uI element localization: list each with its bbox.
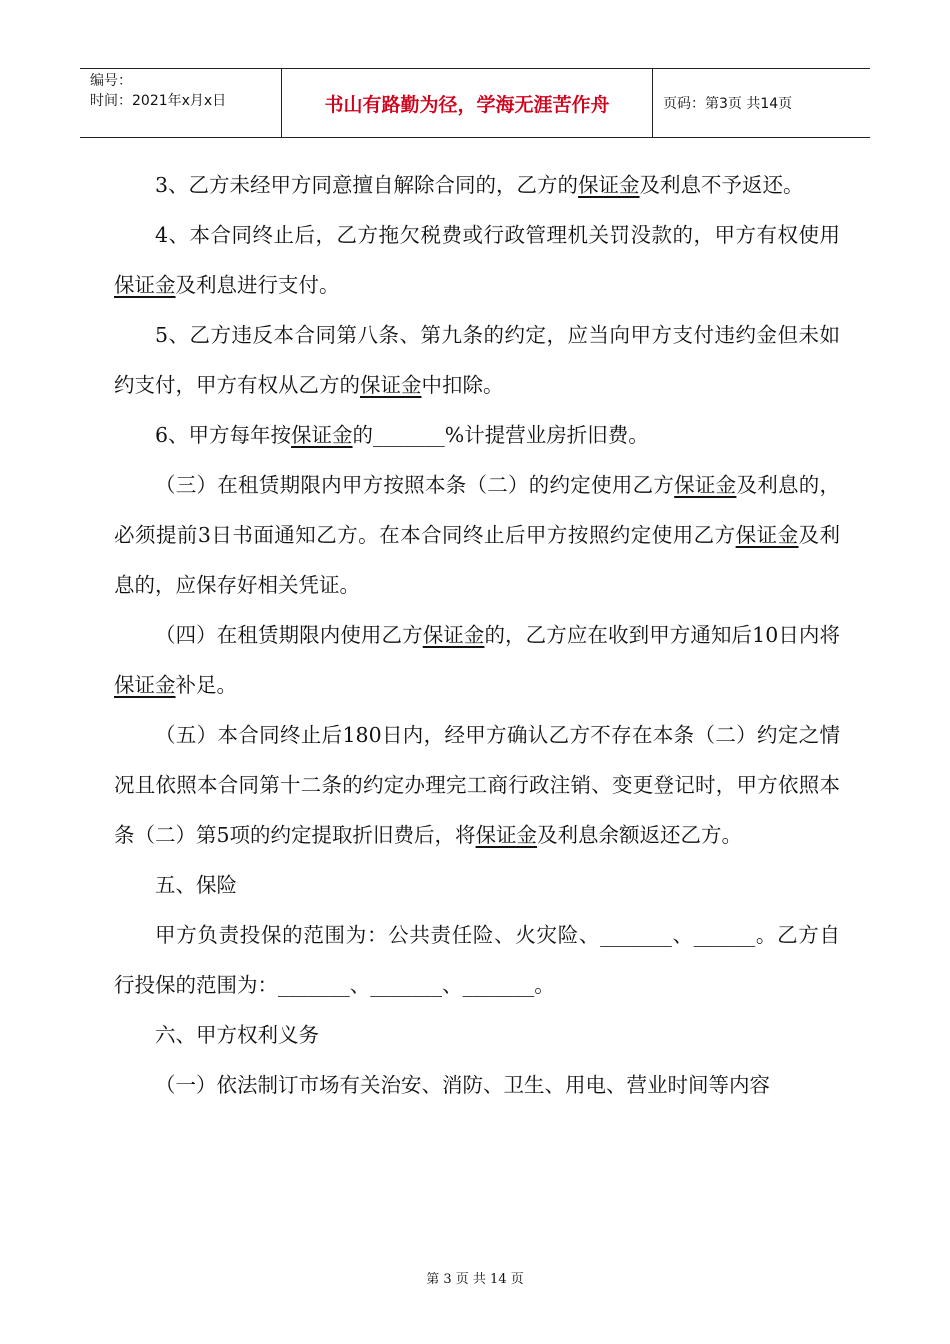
deposit-term: 保证金 <box>578 173 640 197</box>
document-body <box>114 160 840 1110</box>
paragraph-party-a-item-1: （一）依法制订市场有关治安、消防、卫生、用电、营业时间等内容 <box>155 1073 770 1097</box>
deposit-term: 保证金 <box>674 473 737 497</box>
paragraph-clause-5: 5、乙方违反本合同第八条、第九条的约定，应当向甲方支付违约金但未如约支付，甲方有权从乙方的保证金中扣除。 <box>114 323 840 397</box>
page-header <box>80 68 870 138</box>
number-label: 编号： <box>90 73 132 89</box>
deposit-term: 保证金 <box>114 273 176 297</box>
header-page-info: 页码：第3页 共14页 <box>663 96 793 112</box>
page-footer: 第 3 页 共 14 页 <box>426 1272 524 1287</box>
paragraph-insurance-scope: 甲方负责投保的范围为：公共责任险、火灾险、_______、______。乙方自行投保的范围为：_______、_______、_______。 <box>114 923 840 997</box>
deposit-term: 保证金 <box>735 523 799 547</box>
paragraph-section-4: （四）在租赁期限内使用乙方保证金的，乙方应在收到甲方通知后10日内将保证金补足。 <box>114 623 841 697</box>
header-meta <box>80 69 282 137</box>
header-motto: 书山有路勤为径，学海无涯苦作舟 <box>282 69 653 137</box>
deposit-term: 保证金 <box>475 823 538 847</box>
paragraph-clause-3: 3、乙方未经甲方同意擅自解除合同的，乙方的保证金及利息不予返还。 <box>155 173 804 197</box>
heading-party-a-rights: 六、甲方权利义务 <box>155 1023 319 1047</box>
paragraph-clause-6: 6、甲方每年按保证金的_______%计提营业房折旧费。 <box>155 423 649 447</box>
paragraph-section-5: （五）本合同终止后180日内，经甲方确认乙方不存在本条（二）约定之情况且依照本合同第十二条的约定办理完工商行政注销、变更登记时，甲方依照本条（二）第5项的约定提取折旧费后，将保证金及利息余额返还乙方。 <box>114 723 840 847</box>
heading-insurance: 五、保险 <box>155 873 237 897</box>
deposit-term: 保证金 <box>360 373 422 397</box>
date-label: 时间：2021年x月x日 <box>90 93 227 109</box>
deposit-term: 保证金 <box>114 673 176 697</box>
paragraph-clause-4: 4、本合同终止后，乙方拖欠税费或行政管理机关罚没款的，甲方有权使用保证金及利息进行支付。 <box>114 223 840 297</box>
deposit-term: 保证金 <box>291 423 353 447</box>
deposit-term: 保证金 <box>422 623 485 647</box>
paragraph-section-3: （三）在租赁期限内甲方按照本条（二）的约定使用乙方保证金及利息的，必须提前3日书面通知乙方。在本合同终止后甲方按照约定使用乙方保证金及利息的，应保存好相关凭证。 <box>114 473 841 597</box>
